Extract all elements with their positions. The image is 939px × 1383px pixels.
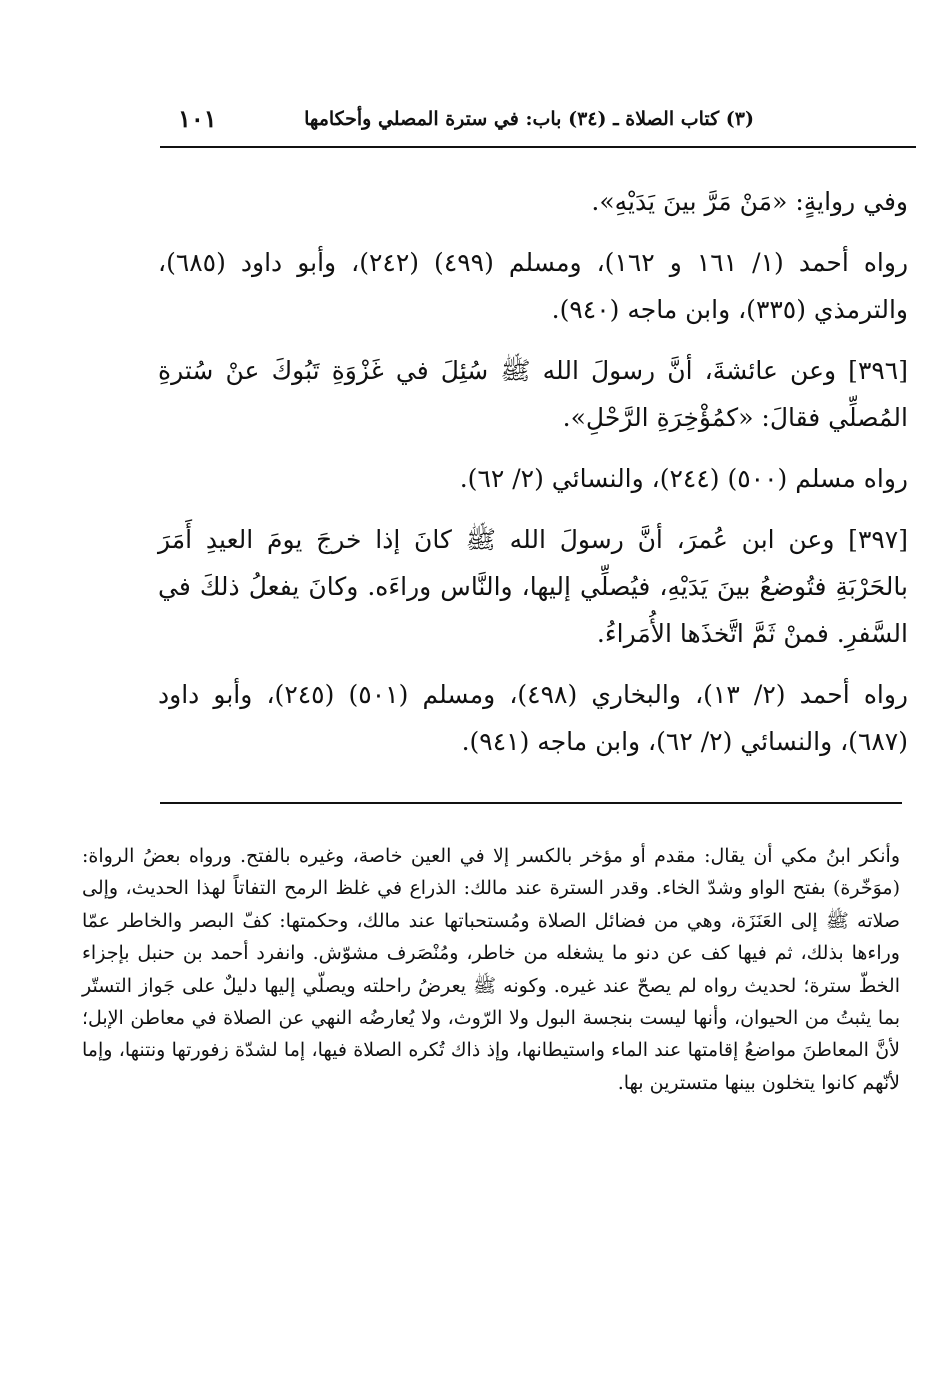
page-header: [160, 104, 916, 148]
running-title: (٣) كتاب الصلاة ـ (٣٤) باب: في سترة المصلي وأحكامها: [304, 108, 754, 130]
hadith-variant-narration: وفي روايةٍ: «مَنْ مَرَّ بينَ يَدَيْهِ».: [591, 187, 908, 216]
hadith-citation: رواه مسلم (٥٠٠) (٢٤٤)، والنسائي (٢/ ٦٢).: [459, 464, 908, 493]
main-text: [158, 178, 908, 779]
hadith-citation: رواه أحمد (٢/ ١٣)، والبخاري (٤٩٨)، ومسلم (٥٠١) (٢٤٥)، وأبو داود (٦٨٧)، والنسائي (٢/ ٦٢)، وابن ماجه (٩٤١).: [158, 680, 909, 756]
hadith-citation: رواه أحمد (١/ ١٦١ و ١٦٢)، ومسلم (٤٩٩) (٢٤٢)، وأبو داود (٦٨٥)، والترمذي (٣٣٥)، وابن ماجه (٩٤٠).: [158, 248, 909, 324]
hadith-397: [٣٩٧] وعن ابن عُمرَ، أنَّ رسولَ الله ﷺ كانَ إذا خرجَ يومَ العيدِ أَمَرَ بالحَرْبَةِ فتُوضعُ بينَ يَدَيْهِ، فيُصلِّي إليها، والنَّاس وراءَه. وكانَ يفعلُ ذلكَ في السَّفرِ. فمنْ ثَمَّ اتَّخذَها الأُمَراءُ.: [158, 525, 908, 648]
footnote-divider: [160, 802, 902, 804]
hadith-396: [٣٩٦] وعن عائشةَ، أنَّ رسولَ الله ﷺ سُئِلَ في غَزْوَةِ تَبُوكَ عنْ سُترةِ المُصلِّي فقالَ: «كمُؤْخِرَةِ الرَّحْلِ».: [158, 356, 908, 432]
footnote: [82, 840, 900, 1099]
page-number: ١٠١: [178, 104, 217, 133]
footnote-text: وأنكر ابنُ مكي أن يقال: مقدم أو مؤخر بالكسر إلا في العين خاصة، وغيره بالفتح. ورواه بعضُ الرواة: (موَخّرة) بفتح الواو وشدّ الخاء. وقدر السترة عند مالك: الذراع في غلظ الرمح التفاتاً لهذا الحديث، وإلى صلاته ﷺ إلى العَنَزَة، وهي من فضائل الصلاة ومُستحباتها عند مالك، وحكمتها: كفّ البصر والخاطر عمّا وراءها بذلك، ثم فيها كف عن دنو ما يشغله من خاطر، ومُنْصَرف مشوّش. وانفرد أحمد بن حنبل بإجزاء الخطّ سترة؛ لحديث رواه لم يصحّ عند غيره. وكونه ﷺ يعرضُ راحلته ويصلّي إليها دليلٌ على جَواز التستّر بما يثبتُ من الحيوان، وأنها ليست بنجسة البول ولا الرّوث، ولا يُعارضُه النهي عن الصلاة في معاطن الإبل؛ لأنَّ المعاطنَ مواضعُ إقامتها عند الماء واستيطانها، وإذ ذاك تُكره الصلاة فيها، إما لشدّة زفورتها ونتنها، وإما لأنّهم كانوا يتخلون بينها متسترين بها.: [82, 845, 900, 1094]
